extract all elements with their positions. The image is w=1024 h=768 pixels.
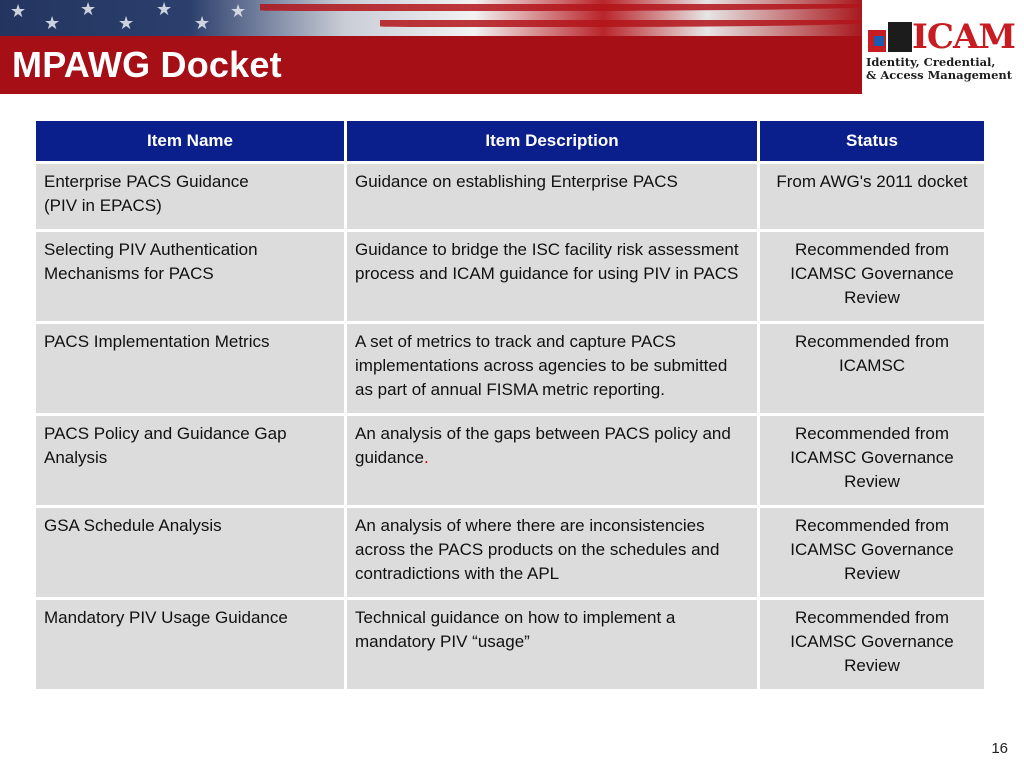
item-description-cell: A set of metrics to track and capture PACS implementations across agencies to be submitted as part of annual FISMA metric reporting. <box>347 324 757 413</box>
header-status: Status <box>760 121 984 161</box>
item-description-cell: An analysis of the gaps between PACS policy and guidance. <box>347 416 757 505</box>
item-name-cell: Mandatory PIV Usage Guidance <box>36 600 344 689</box>
star-icon: ★ <box>230 1 247 21</box>
star-icon: ★ <box>118 13 135 33</box>
flag-stripe <box>260 4 862 11</box>
table-row <box>36 324 984 413</box>
star-icon: ★ <box>10 1 27 21</box>
flag-banner <box>0 0 862 36</box>
status-cell: From AWG's 2011 docket <box>760 164 984 229</box>
header-item-name: Item Name <box>36 121 344 161</box>
star-icon: ★ <box>44 13 61 33</box>
logo-wordmark: ICAM <box>912 17 1015 57</box>
icam-logo-mark <box>868 22 914 52</box>
star-icon: ★ <box>194 13 211 33</box>
docket-table <box>33 118 987 692</box>
table-header-row <box>36 121 984 161</box>
table-row <box>36 232 984 321</box>
table-row <box>36 416 984 505</box>
status-cell: Recommended from ICAMSC Governance Review <box>760 416 984 505</box>
status-cell: Recommended from ICAMSC Governance Review <box>760 600 984 689</box>
page-number: 16 <box>991 740 1008 757</box>
item-description-cell: Technical guidance on how to implement a mandatory PIV “usage” <box>347 600 757 689</box>
status-cell: Recommended from ICAMSC <box>760 324 984 413</box>
status-cell: Recommended from ICAMSC Governance Review <box>760 508 984 597</box>
header-item-description: Item Description <box>347 121 757 161</box>
flag-stripe <box>380 20 862 27</box>
title-bar <box>0 36 862 94</box>
item-description-cell: Guidance on establishing Enterprise PACS <box>347 164 757 229</box>
item-description-cell: Guidance to bridge the ISC facility risk assessment process and ICAM guidance for using PIV in PACS <box>347 232 757 321</box>
item-name-cell: PACS Policy and Guidance Gap Analysis <box>36 416 344 505</box>
status-cell: Recommended from ICAMSC Governance Review <box>760 232 984 321</box>
table-row <box>36 164 984 229</box>
logo-subtitle: Identity, Credential, & Access Management <box>866 55 1013 82</box>
item-name-cell: GSA Schedule Analysis <box>36 508 344 597</box>
table-row <box>36 600 984 689</box>
item-name-cell: Enterprise PACS Guidance (PIV in EPACS) <box>36 164 344 229</box>
item-name-cell: PACS Implementation Metrics <box>36 324 344 413</box>
item-description-cell: An analysis of where there are inconsistencies across the PACS products on the schedules and contradictions with the APL <box>347 508 757 597</box>
icam-logo <box>866 18 1024 86</box>
star-icon: ★ <box>156 0 173 19</box>
item-name-cell: Selecting PIV Authentication Mechanisms for PACS <box>36 232 344 321</box>
slide-title: MPAWG Docket <box>12 44 282 85</box>
star-icon: ★ <box>80 0 97 19</box>
table-row <box>36 508 984 597</box>
